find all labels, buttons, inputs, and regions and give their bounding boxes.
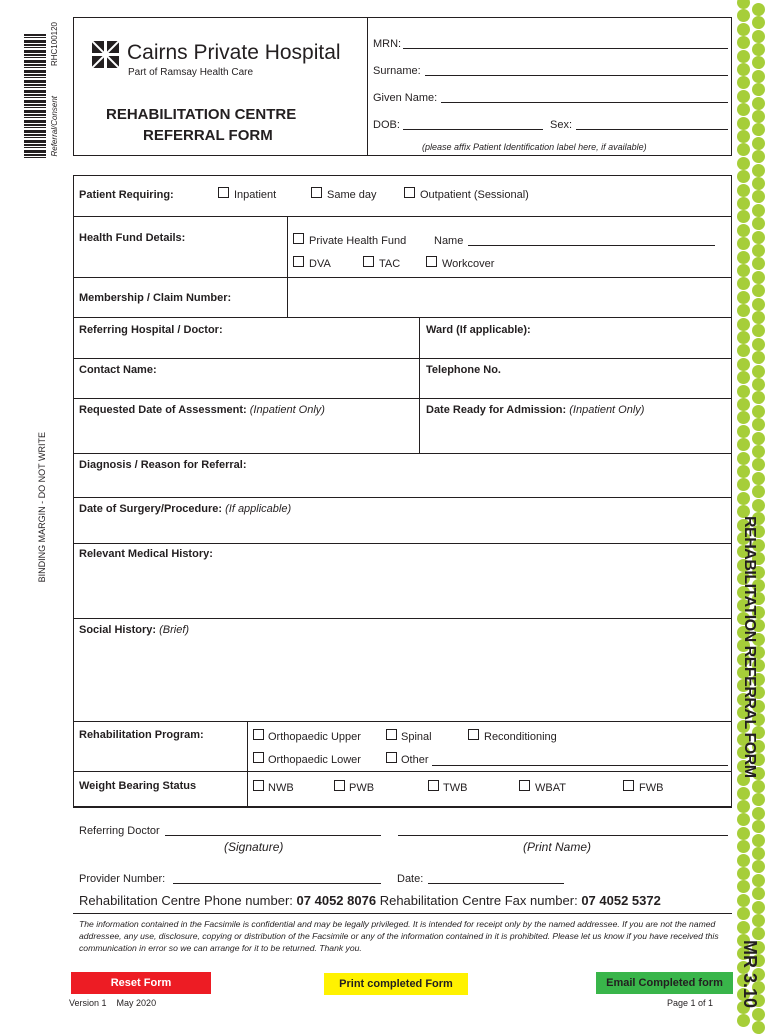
other-checkbox[interactable] (386, 752, 397, 763)
decorative-dot (752, 834, 765, 847)
version-text: Version 1 (69, 998, 107, 1008)
form-title-line1: REHABILITATION CENTRE (106, 106, 297, 123)
nwb-checkbox[interactable] (253, 780, 264, 791)
hospital-subtitle: Part of Ramsay Health Care (128, 67, 254, 78)
date-label: Date: (397, 873, 424, 885)
decorative-dot (737, 411, 750, 424)
decorative-dot (752, 123, 765, 136)
dva-label: DVA (309, 258, 331, 270)
decorative-dot (737, 478, 750, 491)
surname-field[interactable] (425, 75, 728, 76)
sex-label: Sex: (550, 119, 573, 131)
decorative-dot (752, 1008, 765, 1021)
same-day-label: Same day (327, 189, 377, 201)
weight-bearing-label: Weight Bearing Status (79, 780, 197, 792)
decorative-dot (752, 927, 765, 940)
binding-margin-label: BINDING MARGIN - DO NOT WRITE (37, 432, 47, 583)
decorative-dot (752, 284, 765, 297)
reconditioning-checkbox[interactable] (468, 729, 479, 740)
mrn-label: MRN: (373, 38, 402, 50)
decorative-dot (737, 0, 750, 9)
decorative-dot (752, 43, 765, 56)
decorative-dot (737, 438, 750, 451)
decorative-dot (752, 217, 765, 230)
decorative-dot (737, 90, 750, 103)
decorative-dot (737, 291, 750, 304)
page-number: Page 1 of 1 (667, 998, 714, 1008)
decorative-dot (737, 1014, 750, 1027)
form-number: MR 3.10 (740, 940, 760, 1009)
spinal-checkbox[interactable] (386, 729, 397, 740)
decorative-dot (752, 351, 765, 364)
requested-date-note: (Inpatient Only) (249, 404, 325, 416)
decorative-dot (737, 277, 750, 290)
surname-label: Surname: (373, 65, 421, 77)
social-history-label (79, 624, 189, 636)
decorative-dot (737, 117, 750, 130)
decorative-dot (737, 251, 750, 264)
outpatient-label: Outpatient (Sessional) (420, 189, 529, 201)
ward-label: Ward (If applicable): (426, 324, 531, 336)
decorative-dot (737, 398, 750, 411)
decorative-dot (737, 143, 750, 156)
decorative-dot (737, 157, 750, 170)
wbat-checkbox[interactable] (519, 780, 530, 791)
tac-checkbox[interactable] (363, 256, 374, 267)
decorative-dot (752, 231, 765, 244)
decorative-dot (737, 318, 750, 331)
surgery-date-note: (If applicable) (225, 503, 292, 515)
decorative-dot (737, 36, 750, 49)
fwb-label: FWB (639, 782, 664, 794)
decorative-dot (752, 177, 765, 190)
decorative-dot (752, 365, 765, 378)
decorative-dot (737, 358, 750, 371)
decorative-dot (737, 23, 750, 36)
decorative-dot (737, 170, 750, 183)
fund-name-label: Name (434, 235, 464, 247)
workcover-checkbox[interactable] (426, 256, 437, 267)
decorative-dot (752, 97, 765, 110)
given-name-field[interactable] (441, 102, 728, 103)
patient-requiring-label: Patient Requiring: (79, 189, 174, 201)
referring-doctor-label: Referring Doctor (79, 825, 160, 837)
decorative-dot (752, 338, 765, 351)
date-ready-label (426, 404, 644, 416)
decorative-dot (752, 793, 765, 806)
decorative-dot (737, 827, 750, 840)
decorative-dot (737, 264, 750, 277)
decorative-dot (737, 50, 750, 63)
fax-number: 07 4052 5372 (581, 893, 661, 908)
decorative-dot (752, 311, 765, 324)
decorative-dot (752, 30, 765, 43)
decorative-dot (752, 56, 765, 69)
decorative-dot (752, 83, 765, 96)
ortho-upper-checkbox[interactable] (253, 729, 264, 740)
decorative-dot (752, 418, 765, 431)
contact-line (79, 893, 661, 908)
decorative-dot (752, 901, 765, 914)
pwb-checkbox[interactable] (334, 780, 345, 791)
decorative-dot (737, 331, 750, 344)
decorative-dot (752, 1021, 765, 1034)
decorative-dot (737, 103, 750, 116)
decorative-dot (752, 3, 765, 16)
decorative-dot (737, 465, 750, 478)
decorative-dot (752, 405, 765, 418)
signature-field[interactable] (165, 835, 381, 836)
decorative-dot (752, 860, 765, 873)
decorative-dot (752, 499, 765, 512)
decorative-dot (737, 492, 750, 505)
decorative-dot (752, 298, 765, 311)
provider-number-label: Provider Number: (79, 873, 166, 885)
decorative-dot (752, 391, 765, 404)
social-history-note: (Brief) (159, 624, 190, 636)
decorative-dot (752, 244, 765, 257)
date-ready-note: (Inpatient Only) (569, 404, 645, 416)
decorative-dot (737, 184, 750, 197)
hospital-name: Cairns Private Hospital (127, 41, 341, 64)
print-name-field[interactable] (398, 835, 728, 836)
version-label (69, 998, 156, 1008)
side-form-title: REHABILITATION REFERRAL FORM (741, 516, 758, 778)
tac-label: TAC (379, 258, 401, 270)
decorative-dot (752, 324, 765, 337)
decorative-dot (752, 378, 765, 391)
reset-form-button[interactable]: Reset Form (71, 972, 211, 994)
email-form-button[interactable]: Email Completed form (596, 972, 733, 994)
fund-name-field[interactable] (468, 245, 715, 246)
decorative-dot (737, 840, 750, 853)
decorative-dot (737, 787, 750, 800)
confidentiality-disclaimer: The information contained in the Facsimile is confidential and may be legally privileged. It is intended for receipt only by the named addressee. If you are not the named addressee, any use, disclosure, copying or distribution of the Facsimile or any of the information contained in it is prohibited. Please let us know if you have received this communication in error so we can arrange for it to be returned. Thank you. (79, 919, 719, 953)
decorative-dot (752, 110, 765, 123)
barcode (24, 34, 46, 160)
decorative-dot (737, 867, 750, 880)
decorative-dot (752, 445, 765, 458)
spinal-label: Spinal (401, 731, 432, 743)
decorative-dot (737, 130, 750, 143)
ortho-upper-label: Orthopaedic Upper (268, 731, 361, 743)
decorative-dot (752, 432, 765, 445)
requested-date-text: Requested Date of Assessment: (79, 404, 247, 416)
decorative-dot (752, 70, 765, 83)
decorative-dot (752, 820, 765, 833)
pwb-label: PWB (349, 782, 375, 794)
decorative-dot (752, 807, 765, 820)
decorative-dot (752, 257, 765, 270)
date-field[interactable] (428, 883, 564, 884)
rehab-program-label: Rehabilitation Program: (79, 729, 204, 741)
decorative-dot (752, 137, 765, 150)
dob-field[interactable] (403, 129, 543, 130)
health-fund-label: Health Fund Details: (79, 232, 186, 244)
mrn-field[interactable] (403, 48, 728, 49)
hospital-logo (92, 41, 119, 68)
dva-checkbox[interactable] (293, 256, 304, 267)
decorative-dot (737, 907, 750, 920)
fax-label: Rehabilitation Centre Fax number: (379, 893, 578, 908)
date-ready-text: Date Ready for Admission: (426, 404, 567, 416)
form-title-line2: REFERRAL FORM (143, 127, 273, 144)
membership-field[interactable] (289, 278, 731, 316)
social-history-text: Social History: (79, 624, 157, 636)
form-category: Referral/Consent (50, 96, 59, 157)
phone-number: 07 4052 8076 (296, 893, 377, 908)
decorative-dot (737, 894, 750, 907)
decorative-dot (737, 76, 750, 89)
print-form-button[interactable]: Print completed Form (324, 973, 468, 995)
patient-label-note: (please affix Patient Identification label here, if available) (422, 142, 647, 152)
diagnosis-label: Diagnosis / Reason for Referral: (79, 459, 247, 471)
provider-number-field[interactable] (173, 883, 381, 884)
membership-label: Membership / Claim Number: (79, 292, 232, 304)
version-date: May 2020 (116, 998, 157, 1008)
inpatient-checkbox[interactable] (218, 187, 229, 198)
decorative-dot (737, 371, 750, 384)
decorative-dot (737, 385, 750, 398)
nwb-label: NWB (268, 782, 294, 794)
other-field[interactable] (432, 765, 728, 766)
surgery-date-text: Date of Surgery/Procedure: (79, 503, 223, 515)
decorative-dot (737, 224, 750, 237)
medical-history-label: Relevant Medical History: (79, 548, 213, 560)
wbat-label: WBAT (535, 782, 566, 794)
sex-field[interactable] (576, 129, 728, 130)
twb-label: TWB (443, 782, 468, 794)
decorative-dot (737, 63, 750, 76)
decorative-dot (752, 150, 765, 163)
decorative-dot (737, 854, 750, 867)
telephone-label: Telephone No. (426, 364, 501, 376)
decorative-dot (752, 847, 765, 860)
decorative-dot (737, 452, 750, 465)
workcover-label: Workcover (442, 258, 495, 270)
decorative-dot (752, 164, 765, 177)
twb-checkbox[interactable] (428, 780, 439, 791)
logo-icon (92, 41, 119, 68)
decorative-dot (737, 237, 750, 250)
decorative-dot (752, 914, 765, 927)
decorative-dot (737, 197, 750, 210)
decorative-dot (737, 304, 750, 317)
decorative-dot (752, 16, 765, 29)
decorative-dot (752, 190, 765, 203)
given-name-label: Given Name: (373, 92, 438, 104)
requested-date-label (79, 404, 325, 416)
phone-label: Rehabilitation Centre Phone number: (79, 893, 293, 908)
decorative-dot (737, 800, 750, 813)
ortho-lower-label: Orthopaedic Lower (268, 754, 361, 766)
signature-caption: (Signature) (224, 840, 284, 854)
ortho-lower-checkbox[interactable] (253, 752, 264, 763)
decorative-dot (752, 472, 765, 485)
print-name-caption: (Print Name) (523, 840, 592, 854)
contact-name-label: Contact Name: (79, 364, 157, 376)
decorative-dot (737, 344, 750, 357)
decorative-dot (752, 887, 765, 900)
decorative-dot (737, 9, 750, 22)
decorative-dot (752, 458, 765, 471)
same-day-checkbox[interactable] (311, 187, 322, 198)
private-fund-checkbox[interactable] (293, 233, 304, 244)
referring-hospital-label: Referring Hospital / Doctor: (79, 324, 223, 336)
dob-label: DOB: (373, 119, 400, 131)
decorative-dot (737, 880, 750, 893)
decorative-dot (752, 874, 765, 887)
reconditioning-label: Reconditioning (484, 731, 557, 743)
surgery-date-label (79, 503, 291, 515)
private-fund-label: Private Health Fund (309, 235, 407, 247)
outpatient-checkbox[interactable] (404, 187, 415, 198)
decorative-dot (737, 425, 750, 438)
decorative-dot (752, 485, 765, 498)
other-label: Other (401, 754, 429, 766)
fwb-checkbox[interactable] (623, 780, 634, 791)
decorative-dot (752, 780, 765, 793)
decorative-dot (737, 813, 750, 826)
decorative-dot (737, 210, 750, 223)
form-code: RHC100120 (50, 22, 59, 67)
form-box (73, 175, 732, 807)
inpatient-label: Inpatient (234, 189, 277, 201)
decorative-dot (752, 271, 765, 284)
decorative-dot (737, 921, 750, 934)
decorative-dot (752, 204, 765, 217)
